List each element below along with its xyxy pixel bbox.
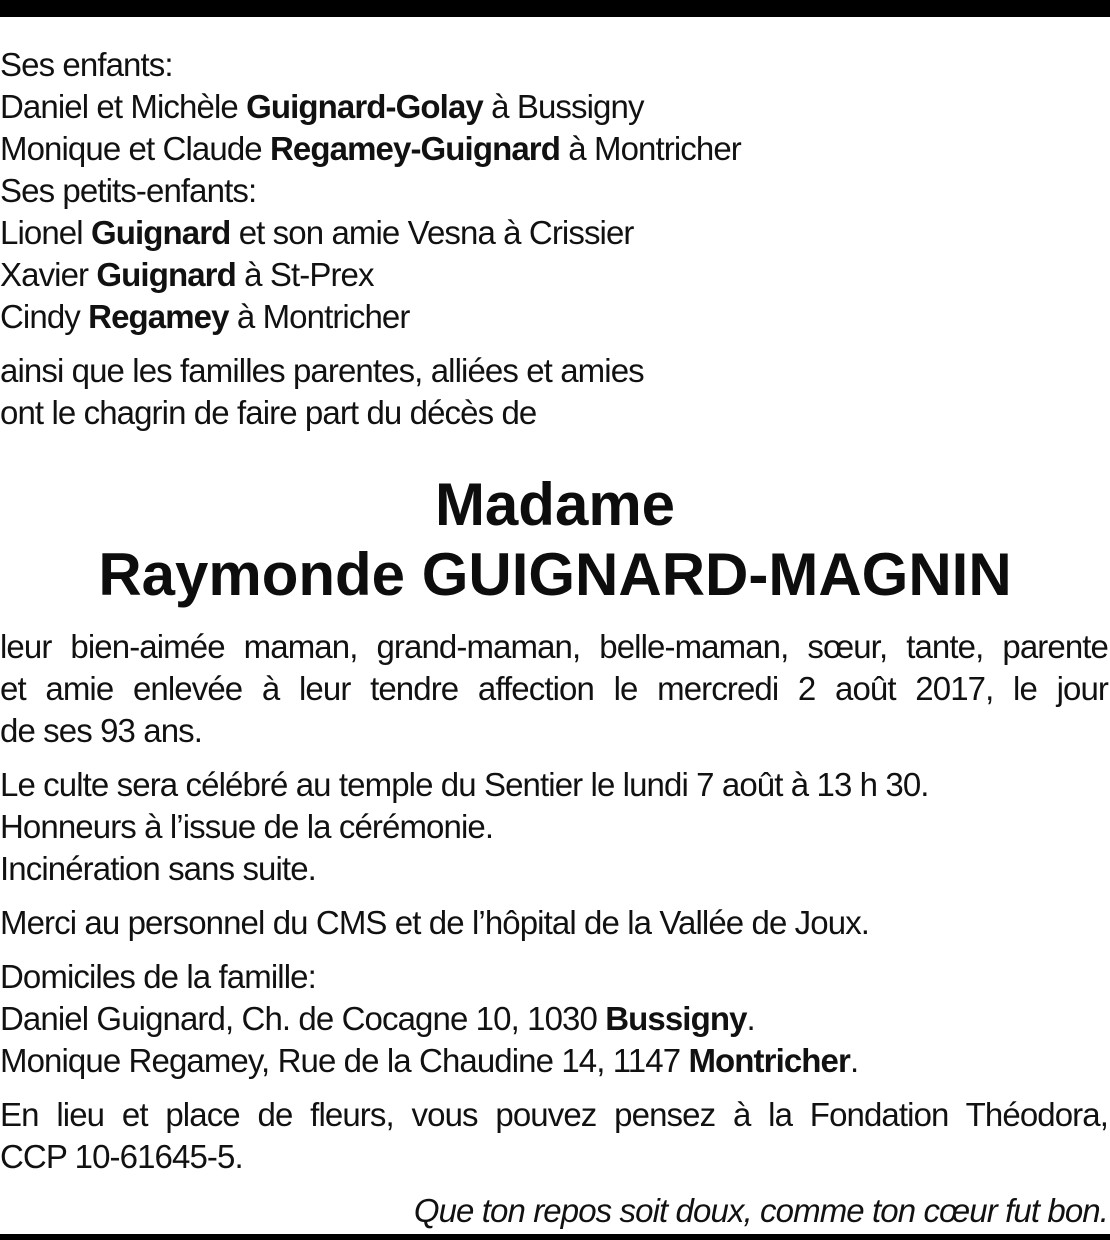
service-paragraph <box>0 764 1110 890</box>
grandchildren-heading: Ses petits-enfants: <box>0 172 257 209</box>
deceased-title: Madame <box>434 471 676 538</box>
domiciles-paragraph <box>0 956 1110 1082</box>
bottom-rule <box>0 1234 1110 1240</box>
domicile-line: Monique Regamey, Rue de la Chaudine 14, 1147 Montricher. <box>0 1042 859 1079</box>
grandchild-line: Lionel Guignard et son amie Vesna à Crissier <box>0 214 634 251</box>
deceased-name-block <box>0 470 1110 610</box>
domiciles-heading: Domiciles de la famille: <box>0 958 316 995</box>
domicile-line: Daniel Guignard, Ch. de Cocagne 10, 1030 Bussigny. <box>0 1000 755 1037</box>
donation-paragraph <box>0 1094 1110 1178</box>
families-line: ont le chagrin de faire part du décès de <box>0 394 537 431</box>
service-line: Incinération sans suite. <box>0 850 316 887</box>
children-heading: Ses enfants: <box>0 46 173 83</box>
thanks-line: Merci au personnel du CMS et de l’hôpital de la Vallée de Joux. <box>0 904 870 941</box>
service-line: Le culte sera célébré au temple du Sentier le lundi 7 août à 13 h 30. <box>0 766 929 803</box>
grandchild-line: Xavier Guignard à St-Prex <box>0 256 374 293</box>
deceased-name: Raymonde GUIGNARD-MAGNIN <box>98 541 1012 608</box>
service-line: Honneurs à l’issue de la cérémonie. <box>0 808 494 845</box>
grandchild-line: Cindy Regamey à Montricher <box>0 298 410 335</box>
obituary-notice <box>0 44 1110 1232</box>
top-rule <box>0 0 1110 17</box>
tribute-line: de ses 93 ans. <box>0 712 203 749</box>
donation-line: En lieu et place de fleurs, vous pouvez pensez à la Fondation Théodora, <box>0 1096 1108 1133</box>
tribute-line: leur bien-aimée maman, grand-maman, belle-maman, sœur, tante, parente <box>0 628 1108 665</box>
closing-quote: Que ton repos soit doux, comme ton cœur fut bon. <box>413 1192 1108 1229</box>
child-line: Monique et Claude Regamey-Guignard à Montricher <box>0 130 741 167</box>
families-line: ainsi que les familles parentes, alliées et amies <box>0 352 644 389</box>
child-line: Daniel et Michèle Guignard-Golay à Bussigny <box>0 88 644 125</box>
tribute-paragraph <box>0 626 1110 752</box>
donation-line: CCP 10-61645-5. <box>0 1138 243 1175</box>
tribute-line: et amie enlevée à leur tendre affection le mercredi 2 août 2017, le jour <box>0 670 1108 707</box>
